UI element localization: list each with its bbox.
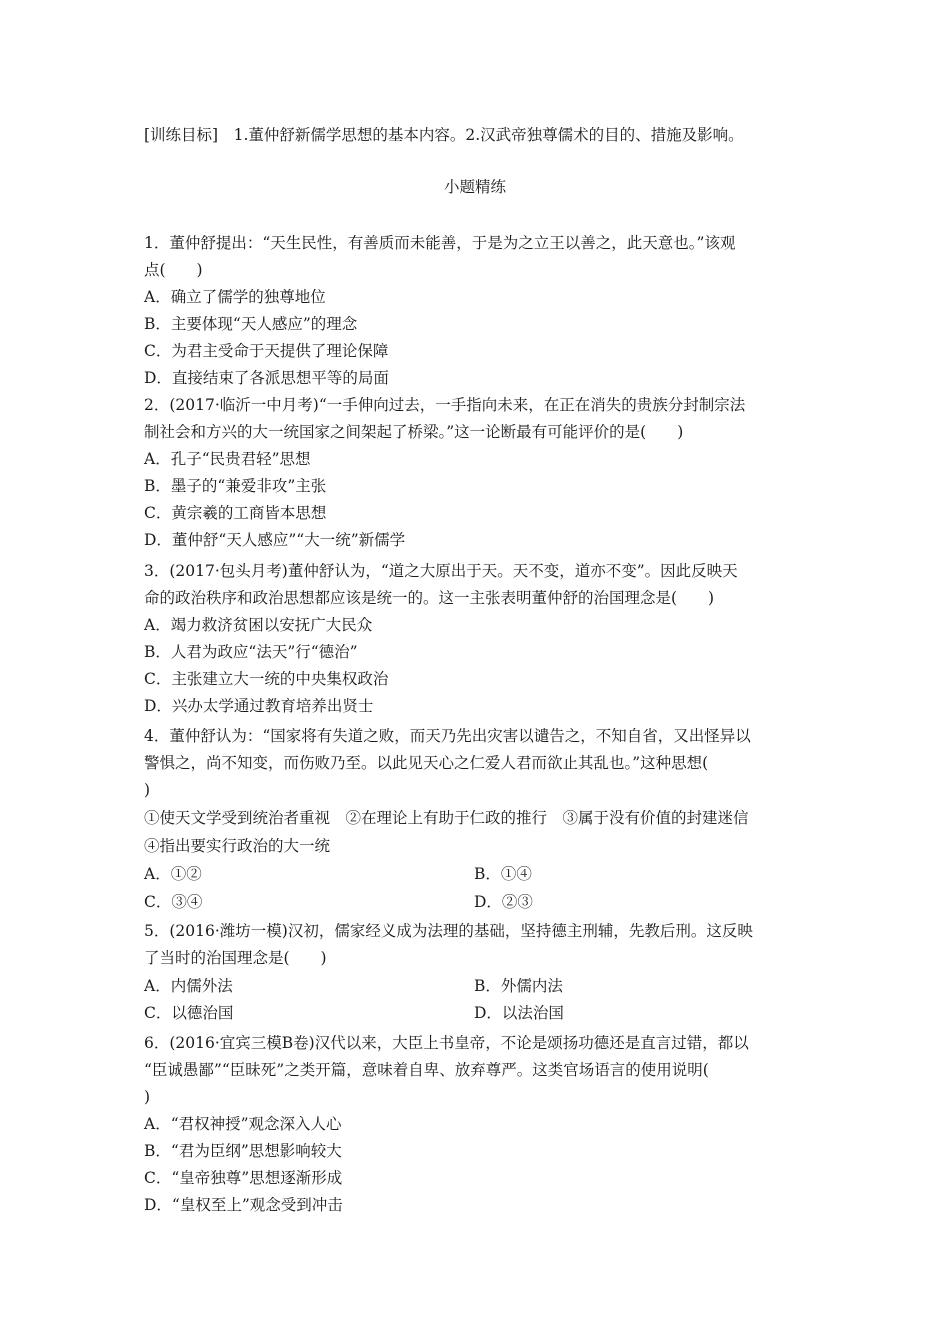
question-4-stem-line-2: 警惧之，尚不知变，而伤败乃至。以此见天心之仁爱人君而欲止其乱也。”这种思想( bbox=[144, 754, 709, 772]
question-4-statements-line-1: ①使天文学受到统治者重视 ②在理论上有助于仁政的推行 ③属于没有价值的封建迷信 bbox=[144, 809, 749, 827]
question-1-stem-line-1: 1．董仲舒提出：“天生民性，有善质而未能善，于是为之立王以善之，此天意也。”该观 bbox=[144, 234, 736, 252]
question-1-option-b: B．主要体现“天人感应”的理念 bbox=[144, 315, 358, 333]
question-1-option-c: C．为君主受命于天提供了理论保障 bbox=[144, 342, 389, 360]
question-2-stem-line-1: 2．(2017·临沂一中月考)“一手伸向过去，一手指向未来，在正在消失的贵族分封制宗法 bbox=[144, 396, 746, 414]
question-6-option-b: B．“君为臣纲”思想影响较大 bbox=[144, 1142, 342, 1160]
question-3-option-c: C．主张建立大一统的中央集权政治 bbox=[144, 670, 389, 688]
question-2-option-b: B．墨子的“兼爱非攻”主张 bbox=[144, 477, 327, 495]
question-5-option-c: C．以德治国 bbox=[144, 1004, 234, 1022]
question-3-stem-line-1: 3．(2017·包头月考)董仲舒认为，“道之大原出于天。天不变，道亦不变”。因此反映天 bbox=[144, 562, 738, 580]
question-4-statements-line-2: ④指出要实行政治的大一统 bbox=[144, 837, 331, 855]
question-4-option-c: C．③④ bbox=[144, 893, 203, 911]
question-5-option-d: D．以法治国 bbox=[474, 1004, 564, 1022]
section-title: 小题精练 bbox=[443, 178, 506, 196]
question-4-option-a: A．①② bbox=[144, 865, 202, 883]
question-3-option-b: B．人君为政应“法天”行“德治” bbox=[144, 643, 358, 661]
question-2-stem-line-2: 制社会和方兴的大一统国家之间架起了桥梁。”这一论断最有可能评价的是( ) bbox=[144, 423, 684, 441]
question-2-option-a: A．孔子“民贵君轻”思想 bbox=[144, 450, 311, 468]
question-6-stem-line-3: ) bbox=[144, 1088, 151, 1106]
question-5-option-b: B．外儒内法 bbox=[474, 977, 563, 995]
question-3-option-d: D．兴办太学通过教育培养出贤士 bbox=[144, 697, 374, 715]
question-6-stem-line-1: 6．(2016·宜宾三模B卷)汉代以来，大臣上书皇帝，不论是颂扬功德还是直言过错，都以 bbox=[144, 1034, 749, 1052]
question-2-option-d: D．董仲舒“天人感应”“大一统”新儒学 bbox=[144, 531, 406, 549]
question-6-option-c: C．“皇帝独尊”思想逐渐形成 bbox=[144, 1169, 343, 1187]
question-4-option-d: D．②③ bbox=[474, 893, 533, 911]
question-2-option-c: C．黄宗羲的工商皆本思想 bbox=[144, 504, 327, 522]
question-4-option-b: B．①④ bbox=[474, 865, 532, 883]
question-6-option-a: A．“君权神授”观念深入人心 bbox=[144, 1115, 342, 1133]
question-5-option-a: A．内儒外法 bbox=[144, 977, 233, 995]
question-4-stem-line-3: ) bbox=[144, 781, 151, 799]
question-1-option-a: A．确立了儒学的独尊地位 bbox=[144, 288, 326, 306]
question-1-stem-line-2: 点( ) bbox=[144, 261, 203, 279]
question-3-stem-line-2: 命的政治秩序和政治思想都应该是统一的。这一主张表明董仲舒的治国理念是( ) bbox=[144, 589, 715, 607]
question-6-option-d: D．“皇权至上”观念受到冲击 bbox=[144, 1196, 343, 1214]
question-5-stem-line-2: 了当时的治国理念是( ) bbox=[144, 949, 327, 967]
question-5-stem-line-1: 5．(2016·潍坊一模)汉初，儒家经义成为法理的基础，坚持德主刑辅，先教后刑。这反映 bbox=[144, 922, 753, 940]
question-6-stem-line-2: “臣诚愚鄙”“臣昧死”之类开篇，意味着自卑、放弃尊严。这类官场语言的使用说明( bbox=[144, 1061, 709, 1079]
question-3-option-a: A．竭力救济贫困以安抚广大民众 bbox=[144, 616, 373, 634]
training-goals: [训练目标] 1.董仲舒新儒学思想的基本内容。2.汉武帝独尊儒术的目的、措施及影响。 bbox=[144, 126, 744, 144]
question-4-stem-line-1: 4．董仲舒认为：“国家将有失道之败，而天乃先出灾害以谴告之，不知自省，又出怪异以 bbox=[144, 727, 751, 745]
question-1-option-d: D．直接结束了各派思想平等的局面 bbox=[144, 369, 389, 387]
